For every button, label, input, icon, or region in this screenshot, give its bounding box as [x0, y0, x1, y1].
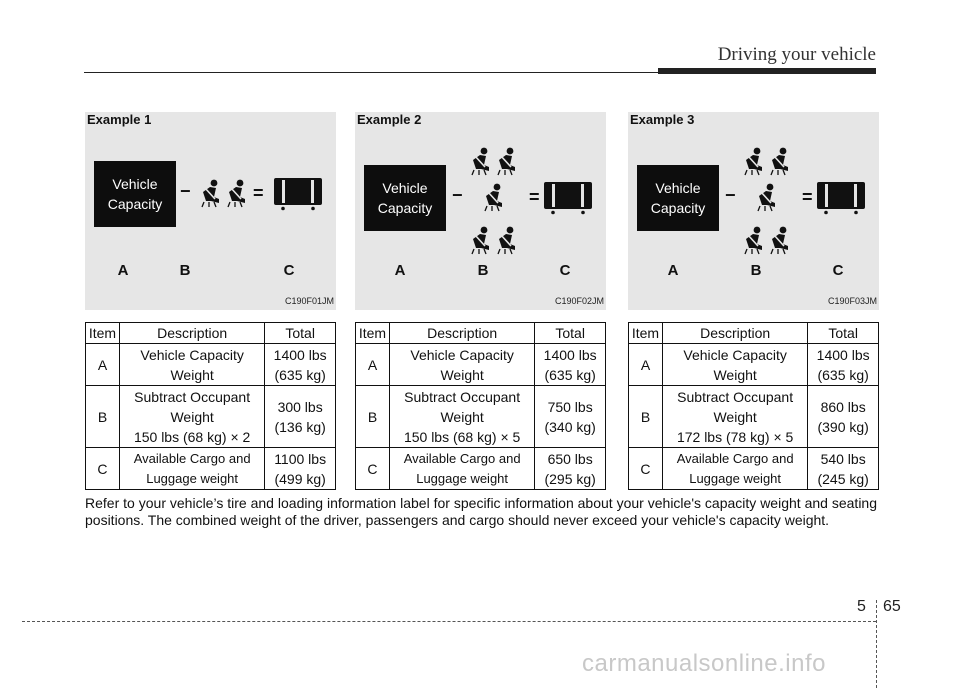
total-line: (295 kg) — [544, 470, 596, 487]
row-description — [389, 344, 534, 386]
occupant-icon — [769, 226, 791, 256]
example-label: Example 1 — [87, 112, 152, 127]
diagram-letter-b: B — [750, 262, 762, 279]
row-item: B — [356, 386, 390, 448]
occupant-icon — [483, 183, 505, 213]
example-label: Example 2 — [357, 112, 422, 127]
description-line: Subtract Occupant — [134, 388, 251, 405]
occupant-icon — [470, 147, 492, 177]
row-total — [808, 344, 879, 386]
row-item: B — [86, 386, 120, 448]
equals-sign: = — [529, 187, 540, 207]
row-item: A — [86, 344, 120, 386]
table-header-item: Item — [86, 323, 120, 344]
vehicle-label-line1: Vehicle — [655, 180, 701, 196]
row-description — [389, 386, 534, 448]
occupant-icon — [743, 147, 765, 177]
diagram-letter-c: C — [283, 262, 295, 279]
total-line: 750 lbs — [547, 398, 593, 415]
occupant-icon — [756, 183, 778, 213]
row-description — [662, 448, 807, 490]
figure-code: C190F02JM — [554, 296, 604, 306]
equals-sign: = — [253, 183, 264, 203]
figure-code: C190F01JM — [284, 296, 334, 306]
load-diagram — [628, 112, 879, 310]
row-item: C — [629, 448, 663, 490]
row-description — [662, 386, 807, 448]
table-row — [86, 448, 336, 490]
table-header-description: Description — [119, 323, 264, 344]
page-separator — [876, 600, 877, 688]
diagram-letter-c: C — [832, 262, 844, 279]
row-description — [389, 448, 534, 490]
diagram-letter-a: A — [117, 262, 129, 279]
table-header-item: Item — [629, 323, 663, 344]
description-line: Weight — [713, 408, 757, 425]
row-description — [119, 386, 264, 448]
cargo-icon — [273, 177, 323, 211]
description-line: Available Cargo and — [403, 450, 521, 466]
row-total — [265, 448, 336, 490]
diagram-letter-b: B — [179, 262, 191, 279]
occupant-icon — [470, 226, 492, 256]
table-header-description: Description — [389, 323, 534, 344]
total-line: (390 kg) — [817, 418, 869, 435]
load-diagram — [85, 112, 336, 310]
row-item: A — [629, 344, 663, 386]
row-total — [535, 344, 606, 386]
vehicle-label-line2: Capacity — [650, 200, 706, 216]
description-line: Luggage weight — [689, 470, 782, 486]
table-header-description: Description — [662, 323, 807, 344]
diagram-letter-a: A — [667, 262, 679, 279]
occupant-icon — [496, 147, 518, 177]
table-header-row — [629, 323, 879, 344]
row-item: C — [356, 448, 390, 490]
cargo-icon — [543, 181, 593, 215]
vehicle-label-line1: Vehicle — [382, 180, 428, 196]
occupant-icon — [769, 147, 791, 177]
table-header-item: Item — [356, 323, 390, 344]
table-row — [356, 448, 606, 490]
chapter-number: 5 — [857, 598, 866, 615]
page-number: 65 — [883, 598, 901, 615]
total-line: (136 kg) — [274, 418, 326, 435]
row-total — [535, 386, 606, 448]
load-diagram — [355, 112, 606, 310]
table-row — [356, 386, 606, 448]
row-item: C — [86, 448, 120, 490]
table-row — [629, 386, 879, 448]
total-line: 860 lbs — [820, 398, 866, 415]
minus-sign: − — [180, 181, 191, 201]
minus-sign: − — [725, 185, 736, 205]
description-line: Available Cargo and — [133, 450, 251, 466]
table-row — [86, 344, 336, 386]
table-header-total: Total — [808, 323, 879, 344]
total-line: 540 lbs — [820, 450, 866, 467]
equals-sign: = — [802, 187, 813, 207]
vehicle-capacity-box — [94, 161, 176, 227]
description-line: Weight — [170, 408, 214, 425]
description-line: Vehicle Capacity — [140, 346, 244, 363]
description-line: Vehicle Capacity — [683, 346, 787, 363]
description-line: Weight — [170, 366, 214, 383]
header-rule-thick — [658, 68, 876, 74]
capacity-table — [85, 322, 336, 490]
diagram-letter-a: A — [394, 262, 406, 279]
vehicle-label-line1: Vehicle — [112, 176, 158, 192]
capacity-table — [355, 322, 606, 490]
description-line: Available Cargo and — [676, 450, 794, 466]
row-description — [119, 448, 264, 490]
table-header-total: Total — [265, 323, 336, 344]
description-line: Luggage weight — [146, 470, 239, 486]
example-label: Example 3 — [630, 112, 695, 127]
table-row — [356, 344, 606, 386]
watermark: carmanualsonline.info — [582, 650, 826, 677]
table-row — [629, 344, 879, 386]
row-item: A — [356, 344, 390, 386]
figure-code: C190F03JM — [827, 296, 877, 306]
vehicle-capacity-box — [364, 165, 446, 231]
total-line: 650 lbs — [547, 450, 593, 467]
minus-sign: − — [452, 185, 463, 205]
row-item: B — [629, 386, 663, 448]
description-line: Vehicle Capacity — [410, 346, 514, 363]
total-line: (635 kg) — [544, 366, 596, 383]
footer-rule — [22, 621, 876, 622]
total-line: 300 lbs — [277, 398, 323, 415]
description-line: Weight — [713, 366, 757, 383]
occupant-icon — [200, 179, 222, 209]
description-line: 150 lbs (68 kg) × 5 — [403, 428, 521, 445]
description-line: Luggage weight — [416, 470, 509, 486]
description-line: Subtract Occupant — [677, 388, 794, 405]
occupant-icon — [496, 226, 518, 256]
total-line: (499 kg) — [274, 470, 326, 487]
total-line: 1100 lbs — [274, 450, 327, 467]
description-line: Weight — [440, 366, 484, 383]
table-row — [86, 386, 336, 448]
total-line: 1400 lbs — [816, 346, 870, 363]
header-rule-thin — [84, 72, 660, 73]
vehicle-label-line2: Capacity — [377, 200, 433, 216]
row-description — [662, 344, 807, 386]
occupant-icon — [226, 179, 248, 209]
vehicle-capacity-box — [637, 165, 719, 231]
table-row — [629, 448, 879, 490]
description-line: 172 lbs (78 kg) × 5 — [676, 428, 794, 445]
row-description — [119, 344, 264, 386]
total-line: (635 kg) — [817, 366, 869, 383]
header-title: Driving your vehicle — [717, 44, 876, 65]
row-total — [535, 448, 606, 490]
row-total — [265, 386, 336, 448]
vehicle-label-line2: Capacity — [107, 196, 163, 212]
table-header-row — [356, 323, 606, 344]
cargo-icon — [816, 181, 866, 215]
total-line: 1400 lbs — [543, 346, 597, 363]
total-line: (340 kg) — [544, 418, 596, 435]
row-total — [265, 344, 336, 386]
occupant-icon — [743, 226, 765, 256]
table-header-row — [86, 323, 336, 344]
capacity-table — [628, 322, 879, 490]
diagram-letter-b: B — [477, 262, 489, 279]
description-line: 150 lbs (68 kg) × 2 — [133, 428, 251, 445]
total-line: (245 kg) — [817, 470, 869, 487]
description-line: Weight — [440, 408, 484, 425]
description-line: Subtract Occupant — [404, 388, 521, 405]
diagram-letter-c: C — [559, 262, 571, 279]
table-header-total: Total — [535, 323, 606, 344]
row-total — [808, 386, 879, 448]
total-line: (635 kg) — [274, 366, 326, 383]
row-total — [808, 448, 879, 490]
total-line: 1400 lbs — [273, 346, 327, 363]
loading-note: Refer to your vehicle’s tire and loading information label for specific information about your vehicle's capacity weight and seating positions. The combined weight of the driver, passengers and cargo should never exceed your vehicle's capacity weight. — [85, 495, 877, 528]
